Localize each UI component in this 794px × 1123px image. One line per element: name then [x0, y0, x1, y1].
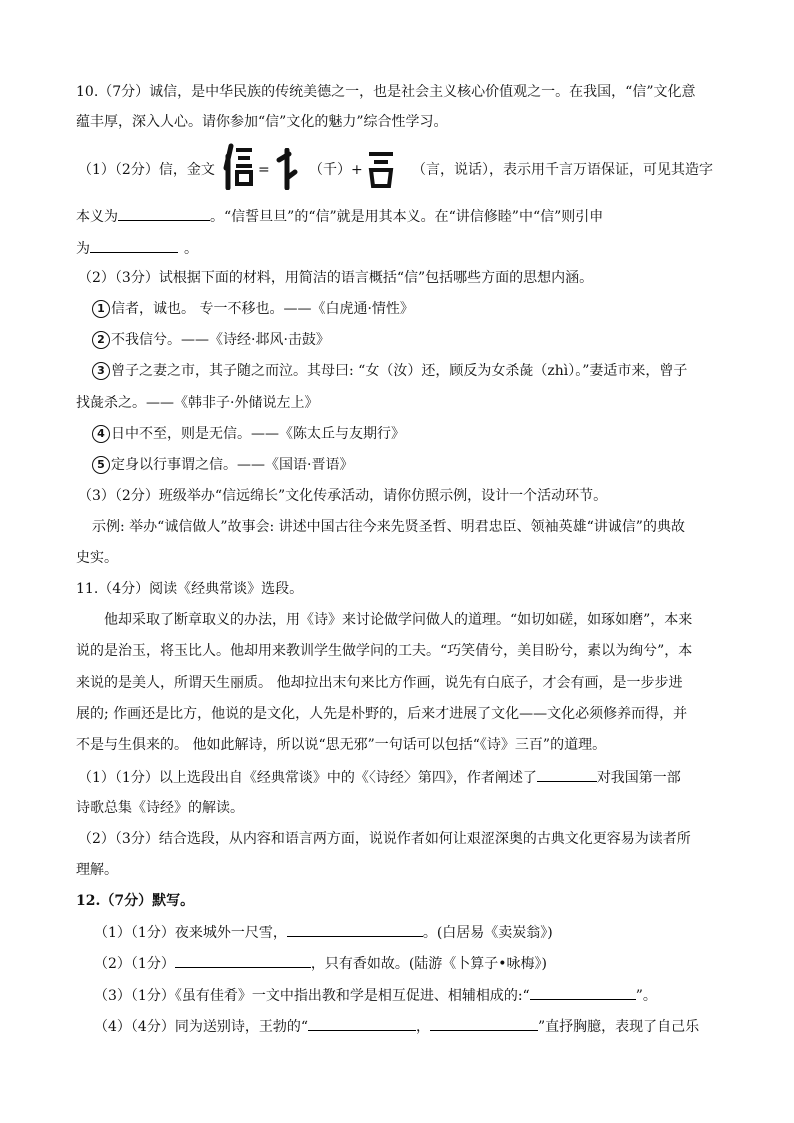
bronze-yan-glyph-icon	[366, 148, 396, 190]
answer-blank[interactable]	[308, 1016, 416, 1031]
q10-part1-line3-end: 。	[184, 241, 198, 257]
material-text: 曾子之妻之市，其子随之而泣。其母曰: “女（汝）还，顾反为女杀彘（zhì）。”妻适市来，曾子	[111, 363, 688, 379]
q12-item-4-start: （4）（4分）同为送别诗，王勃的“	[94, 1019, 308, 1035]
q12-item-2-end: ，只有香如故。(陆游《卜算子•咏梅》)	[310, 956, 548, 972]
bronze-qian-glyph-icon	[275, 148, 301, 190]
qian-label: （千）+	[309, 162, 363, 178]
q10-part2: （2）（3分）试根据下面的材料，用简洁的语言概括“信”包括哪些方面的思想内涵。	[78, 270, 594, 286]
material-item	[92, 299, 414, 319]
answer-blank[interactable]	[175, 953, 311, 968]
q12-item-3-start: （3）（1分）《虽有佳肴》一文中指出教和学是相互促进、相辅相成的:“	[94, 988, 530, 1004]
q12-item-1-end: 。(白居易《卖炭翁》)	[422, 925, 553, 941]
q11-part1-start: （1）（1分）以上选段出自《经典常谈》中的《〈诗经〉第四》，作者阐述了	[78, 770, 537, 786]
material-item	[92, 361, 687, 381]
q12-item-2	[94, 953, 547, 974]
passage-line: 说的是治玉，将玉比人。他却用来教训学生做学问的工夫。“巧笑倩兮，美目盼兮，素以为绚兮”，本	[76, 643, 693, 659]
q10-part1-line3-start: 为	[76, 241, 90, 257]
answer-blank[interactable]	[530, 985, 636, 1000]
passage-line: 不是与生俱来的。 他如此解诗，所以说“思无邪”一句话可以包括“《诗》三百”的道理。	[76, 737, 607, 753]
q12-item-2-start: （2）（1分）	[94, 956, 175, 972]
q12-item-4-mid: ，	[415, 1019, 430, 1035]
circled-number: 3	[92, 362, 110, 380]
q10-example: 示例: 举办“诚信做人”故事会: 讲述中国古往今来先贤圣哲、明君忠臣、领袖英雄“讲诚信”的典故	[92, 519, 685, 535]
equals-sign: =	[258, 162, 270, 178]
q11-part1	[78, 767, 681, 788]
passage-line: 他却采取了断章取义的办法，用《诗》来讨论做学问做人的道理。“如切如磋，如琢如磨”，本来	[104, 612, 693, 628]
q10-part1-prefix: （1）（2分）信，金文	[78, 162, 215, 178]
q10-part1-line3	[76, 238, 198, 259]
yan-description: （言，说话），表示用千言万语保证，可见其造字	[412, 162, 713, 178]
passage-line: 展的; 作画还是比方，他说的是文化，人先是朴野的，后来才进展了文化——文化必须修养而得，并	[76, 706, 688, 722]
passage-line: 来说的是美人，所谓天生丽质。 他却拉出末句来比方作画，说先有白底子，才会有画，是一步步进	[76, 675, 683, 691]
material-item	[92, 330, 330, 350]
q11-header: 11.（4分）阅读《经典常谈》选段。	[76, 581, 304, 597]
q10-header: 10.（7分）诚信，是中华民族的传统美德之一，也是社会主义核心价值观之一。在我国，“信”文化意	[76, 84, 696, 100]
q10-part1-line1	[78, 160, 215, 180]
q10-part1-line2-start: 本义为	[76, 209, 118, 225]
circled-number: 4	[92, 425, 110, 443]
material-3-cont: 找彘杀之。——《韩非子·外储说左上》	[76, 395, 319, 411]
material-item	[92, 424, 405, 444]
q10-example-cont: 史实。	[76, 550, 118, 566]
q11-part2-cont: 理解。	[76, 862, 118, 878]
answer-blank[interactable]	[118, 206, 210, 221]
answer-blank[interactable]	[537, 767, 597, 782]
material-item	[92, 455, 353, 475]
answer-blank[interactable]	[287, 922, 423, 937]
q12-header: 12.（7分）默写。	[76, 893, 195, 909]
q12-item-3-end: ”。	[635, 988, 657, 1004]
q12-item-4	[94, 1016, 699, 1037]
bronze-xin-glyph-icon	[222, 142, 254, 190]
q10-part1-line2	[76, 206, 603, 227]
q11-part1-cont: 诗歌总集《诗经》的解读。	[76, 800, 244, 816]
q11-part1-end: 对我国第一部	[596, 770, 681, 786]
q11-part2: （2）（3分）结合选段，从内容和语言两方面，说说作者如何让艰涩深奥的古典文化更容易为读者所	[78, 831, 691, 847]
q12-item-1	[94, 922, 553, 943]
q12-item-3	[94, 985, 657, 1006]
answer-blank[interactable]	[430, 1016, 538, 1031]
q10-header-cont: 蕴丰厚，深入人心。请你参加“信”文化的魅力”综合性学习。	[76, 114, 448, 130]
q12-item-1-start: （1）（1分）夜来城外一尺雪，	[94, 925, 287, 941]
q10-part1-line2-end: 。“信誓旦旦”的“信”就是用其本义。在“讲信修睦”中“信”则引申	[210, 209, 604, 225]
circled-number: 5	[92, 456, 110, 474]
material-text: 日中不至，则是无信。——《陈太丘与友期行》	[111, 426, 405, 442]
material-text: 定身以行事谓之信。——《国语·晋语》	[111, 457, 354, 473]
material-text: 信者，诚也。 专一不移也。——《白虎通·情性》	[111, 301, 414, 317]
circled-number: 1	[92, 300, 110, 318]
circled-number: 2	[92, 331, 110, 349]
q12-item-4-end: ”直抒胸臆，表现了自己乐	[537, 1019, 700, 1035]
answer-blank[interactable]	[90, 238, 178, 253]
q10-part3: （3）（2分）班级举办“信远绵长”文化传承活动，请你仿照示例，设计一个活动环节。	[78, 488, 608, 504]
material-text: 不我信兮。——《诗经·邶风·击鼓》	[111, 332, 330, 348]
